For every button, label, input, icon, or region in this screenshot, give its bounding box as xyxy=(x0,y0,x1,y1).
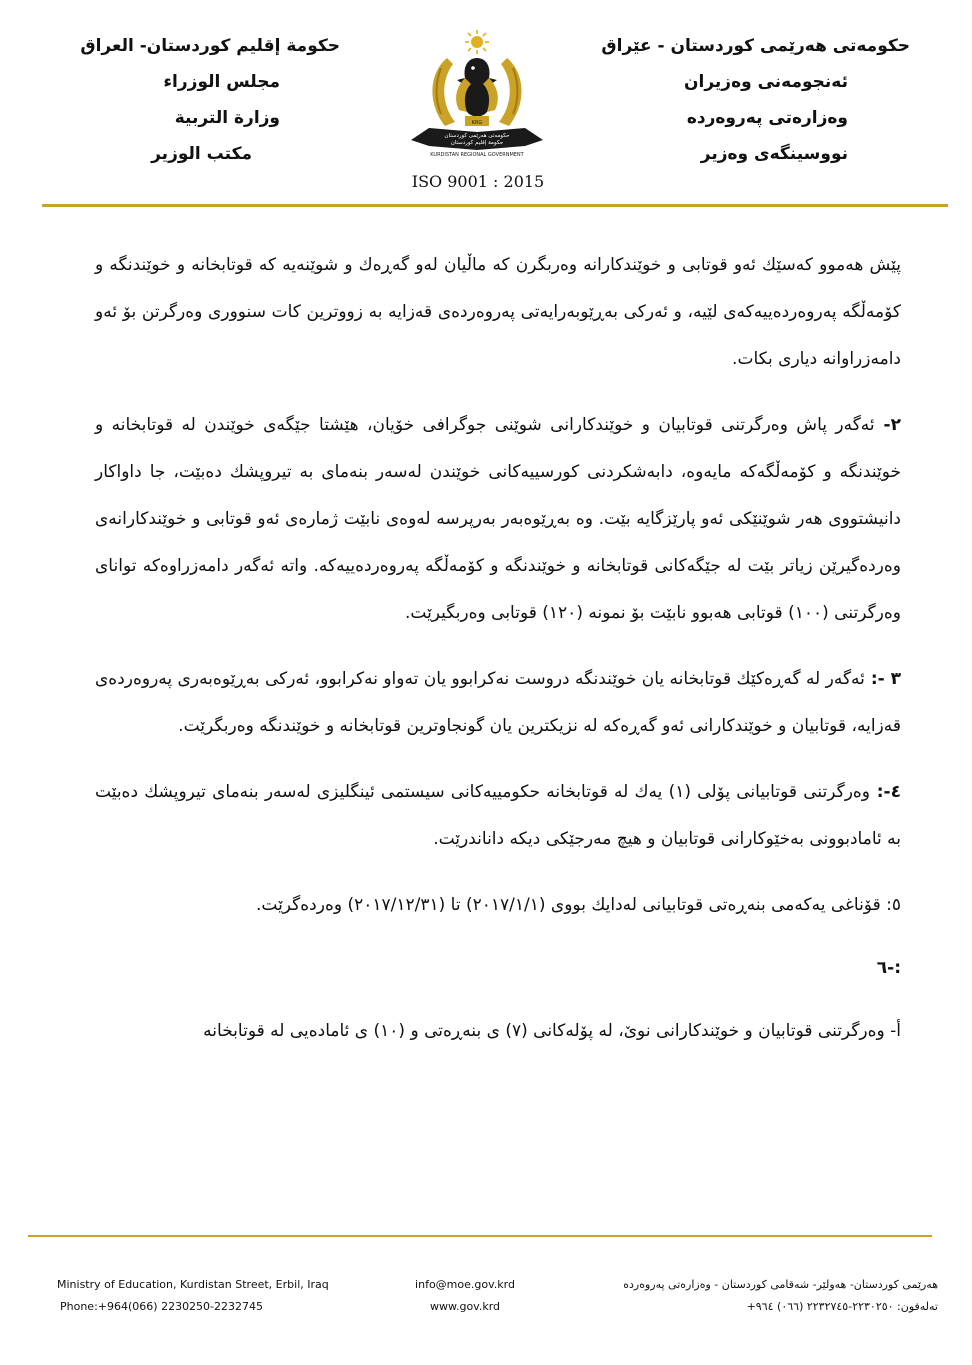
paragraph-2-text: ئەگەر پاش وەرگرتنی قوتابیان و خوێندکارانی شوێنی جوگرافی خۆیان، هێشتا جێگەی خوێندن لە قوتابخانە و خوێندنگە و کۆمەڵگەکە مایەوە، دابەشکردنی کورسییەکانی خوێندن لەسەر بنەمای بە تیروپشك دەبێت، جا داواکار دانیشتووی هەر شوێنێکی ئەو پارێزگایە بێت. وە بەڕێوەبەر بەرپرسە لەوەی نابێت ژمارەی ئەو قوتابی و خوێندکارانەی وەردەگیرێن زیاتر بێت لە جێگەکانی قوتابخانە و خوێندنگە و کۆمەڵگە پەروەردەییەکە. واتە ئەگەر دامەزراوەکە توانای وەرگرتنی (١٠٠) قوتابی هەبوو نابێت بۆ نمونە (١٢٠) قوتابی وەربگیرێت. xyxy=(95,415,901,623)
paragraph-7: أ- وەرگرتنی قوتابیان و خوێندکارانی نوێ، لە پۆلەکانی (٧) ی بنەڕەتی و (١٠) ی ئامادەیی لە قوتابخانە xyxy=(203,1021,901,1041)
paragraph-6-heading: :-٦ xyxy=(876,958,901,978)
krg-emblem-icon xyxy=(407,28,547,163)
paragraph-2 xyxy=(95,402,901,637)
svg-text:KRG: KRG xyxy=(471,120,483,126)
header-kurdish-title: حکومەتی هەرێمی کوردستان - عێراق xyxy=(601,36,910,56)
footer-contact xyxy=(380,1274,550,1318)
footer-address: Ministry of Education, Kurdistan Street, Erbil, Iraq xyxy=(57,1278,329,1291)
header-kurdish-line-1: ئەنجومەنی وەزیران xyxy=(683,72,848,92)
iso-certification: ISO 9001 : 2015 xyxy=(411,172,545,191)
paragraph-4-text: وەرگرتنی قوتابیانی پۆلی (١) یەك لە قوتابخانە حکومییەکانی سیستمی ئینگلیزی لەسەر بنەمای تیروپشك دەبێت بە ئامادبوونی بەخێوکارانی قوتابیان و هیچ مەرجێکی دیکە داناندرێت. xyxy=(95,782,901,849)
footer-website-link[interactable]: www.gov.krd xyxy=(429,1300,501,1313)
paragraph-5: ٥: قۆناغی یەکەمی بنەڕەتی قوتابیانی لەدایك بووی (٢٠١٧/١/١) تا (٢٠١٧/١٢/٣١) وەردەگرێت. xyxy=(255,895,901,915)
paragraph-1: پێش هەموو کەسێك ئەو قوتابی و خوێندکارانە وەربگرن کە ماڵیان لەو گەڕەك و شوێنەیە کە قوتابخانە و خوێندنگە و کۆمەڵگە پەروەردەییەکەی لێیە، و ئەرکی بەڕێوبەرایەتی پەروەردەی قەزایە بە زووترین کات سنووری وەرگرتن بۆ ئەو دامەزراوانە دیاری بکات. xyxy=(95,255,901,369)
footer-divider xyxy=(28,1235,932,1237)
emblem-banner-bottom: KURDISTAN REGIONAL GOVERNMENT xyxy=(430,152,524,158)
header-arabic xyxy=(40,28,340,172)
header-kurdish xyxy=(590,28,910,172)
header-kurdish-line-3: نووسینگەی وەزیر xyxy=(700,144,848,164)
paragraph-3-number: ٣ -: xyxy=(864,669,901,689)
footer-email-link[interactable]: info@moe.gov.krd xyxy=(415,1278,515,1291)
header-arabic-line-3: مكتب الوزير xyxy=(151,144,252,164)
header-arabic-line-1: مجلس الوزراء xyxy=(163,72,280,92)
paragraph-2-number: ٢- xyxy=(874,415,901,435)
header-arabic-title: حكومة إقليم كوردستان- العراق xyxy=(80,36,340,56)
paragraph-4-number: ٤-: xyxy=(870,782,901,802)
footer-english xyxy=(57,1274,329,1318)
header-kurdish-line-2: وەزارەتی پەروەردە xyxy=(686,108,848,128)
sun-icon xyxy=(465,30,489,54)
paragraph-4 xyxy=(95,769,901,863)
emblem-banner-mid: حكومة إقليم كوردستان xyxy=(450,140,504,146)
footer-phone: Phone:+964(066) 2230250-2232745 xyxy=(60,1300,264,1313)
emblem-banner-top: حكومەتی هەرێمی كوردستان xyxy=(444,133,510,139)
document-body xyxy=(95,242,901,1074)
header-divider xyxy=(42,204,948,207)
paragraph-3 xyxy=(95,656,901,750)
paragraph-3-text: ئەگەر لە گەڕەکێك قوتابخانە یان خوێندنگە دروست نەکرابوو یان تەواو نەکرابوو، ئەرکی بەڕێوەبەری پەروەردەی قەزایە، قوتابیان و خوێندکارانی ئەو گەڕەکە لە نزیکترین یان گونجاوترین قوتابخانە و خوێندنگە وەربگرێت. xyxy=(94,669,901,736)
footer-kurdish xyxy=(598,1274,938,1318)
header-arabic-line-2: وزارة التربية xyxy=(174,108,280,128)
footer-kurdish-address: هەرێمی کوردستان- هەولێر- شەقامی کوردستان - وەزارەتی پەروەردە xyxy=(623,1278,938,1291)
footer-kurdish-phone: تەلەفون: ٢٢٣٠٢٥٠-٢٢٣٢٧٤٥ (٠٦٦) ٩٦٤+ xyxy=(746,1300,938,1313)
